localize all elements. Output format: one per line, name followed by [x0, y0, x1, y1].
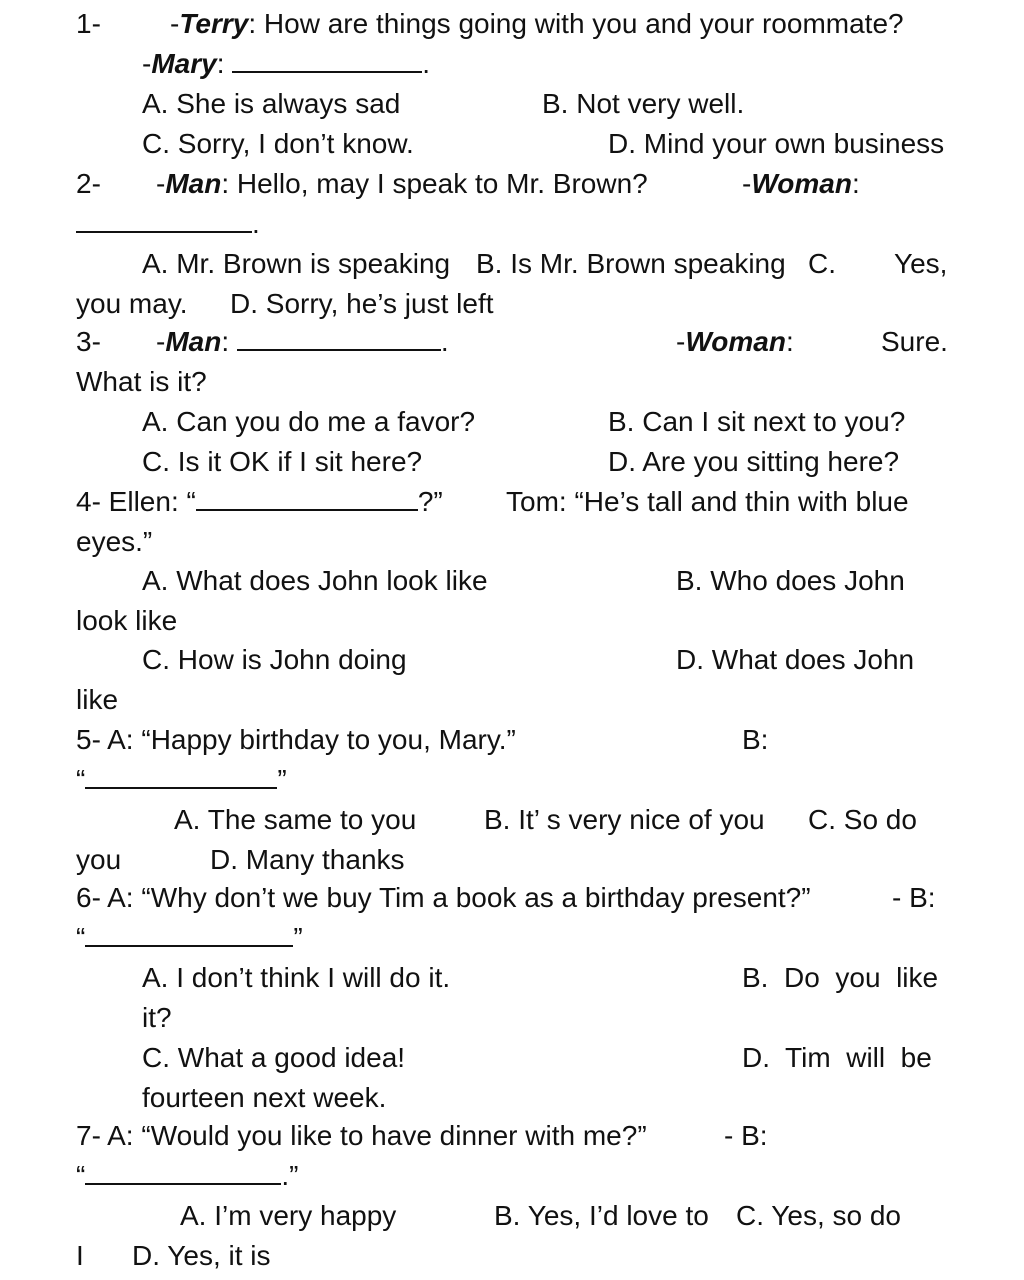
q5-option-c-cont[interactable]: you: [76, 844, 122, 875]
q6-option-b-cont[interactable]: it?: [142, 1002, 172, 1033]
q7-option-c[interactable]: C. Yes, so do: [736, 1200, 902, 1231]
q6-open-quote: “: [76, 922, 86, 953]
q2-end: .: [252, 208, 260, 239]
q1-line2: [142, 44, 430, 84]
q2-answer-blank[interactable]: [76, 205, 252, 233]
q6-answer-blank[interactable]: [85, 919, 293, 947]
q3-woman-label: [676, 322, 794, 362]
q1-line1: [170, 4, 904, 44]
q7-option-b[interactable]: B. Yes, I’d love to: [494, 1200, 709, 1231]
q7-open-quote: “: [76, 1160, 86, 1191]
q1-speaker-mary: Mary: [151, 48, 217, 79]
q5-line1: 5- A: “Happy birthday to you, Mary.”: [76, 724, 516, 755]
q4-option-b[interactable]: B. Who does John: [676, 565, 905, 596]
q7-answer-blank[interactable]: [85, 1157, 281, 1185]
q7-b-label: - B:: [724, 1120, 768, 1151]
q1-colon2: :: [216, 48, 225, 79]
q7-line1: 7- A: “Would you like to have dinner with me?”: [76, 1120, 647, 1151]
q1-option-a[interactable]: A. She is always sad: [142, 88, 401, 119]
q2-option-d[interactable]: D. Sorry, he’s just left: [230, 288, 494, 319]
q4-option-c[interactable]: C. How is John doing: [142, 644, 407, 675]
q2-woman-label: [742, 164, 860, 204]
q6-option-b[interactable]: B. Do you like: [742, 962, 939, 993]
q5-blank-line: [76, 760, 287, 800]
q1-option-b[interactable]: B. Not very well.: [542, 88, 745, 119]
q6-line1: 6- A: “Why don’t we buy Tim a book as a birthday present?”: [76, 882, 811, 913]
q1-answer-blank[interactable]: [232, 45, 422, 73]
q2-line1: [156, 164, 648, 204]
q2-prompt: : Hello, may I speak to Mr. Brown?: [221, 168, 648, 199]
q6-blank-line: [76, 918, 303, 958]
q4-line1: [76, 482, 443, 522]
q5-option-c[interactable]: C. So do: [808, 804, 917, 835]
q2-option-c-text2[interactable]: you may.: [76, 288, 188, 319]
q4-option-a[interactable]: A. What does John look like: [142, 565, 488, 596]
q6-option-a[interactable]: A. I don’t think I will do it.: [142, 962, 451, 993]
q4-tom-line2: eyes.”: [76, 526, 153, 557]
q2-dash2: -: [742, 168, 752, 199]
q1-option-d[interactable]: D. Mind your own business: [608, 128, 945, 159]
q2-option-c-label[interactable]: C.: [808, 248, 836, 279]
q3-colon1: :: [221, 326, 230, 357]
q7-blank-line: [76, 1156, 298, 1196]
q1-dash2: -: [142, 48, 152, 79]
q1-speaker-terry: Terry: [179, 8, 249, 39]
q4-option-b-cont[interactable]: look like: [76, 605, 178, 636]
q1-number: 1-: [76, 8, 101, 39]
q2-colon2: :: [851, 168, 860, 199]
q4-prefix: 4- Ellen: “: [76, 486, 196, 517]
q5-option-a[interactable]: A. The same to you: [174, 804, 417, 835]
q3-end: .: [440, 326, 449, 357]
q2-number: 2-: [76, 168, 101, 199]
q3-option-c[interactable]: C. Is it OK if I sit here?: [142, 446, 423, 477]
q2-speaker-man: Man: [165, 168, 222, 199]
q7-option-d[interactable]: D. Yes, it is: [132, 1240, 271, 1271]
q5-b-label: B:: [742, 724, 769, 755]
q3-option-b[interactable]: B. Can I sit next to you?: [608, 406, 906, 437]
q1-end: .: [422, 48, 431, 79]
q7-option-a[interactable]: A. I’m very happy: [180, 1200, 397, 1231]
q4-option-d[interactable]: D. What does John: [676, 644, 915, 675]
q6-close-quote: ”: [293, 922, 303, 953]
q3-colon2: :: [785, 326, 794, 357]
q3-option-d[interactable]: D. Are you sitting here?: [608, 446, 900, 477]
q2-option-c-text1[interactable]: Yes,: [894, 248, 948, 279]
q3-dash1: -: [156, 326, 166, 357]
q2-line2: [76, 204, 260, 244]
q7-option-c-cont[interactable]: I: [76, 1240, 84, 1271]
q3-speaker-woman: Woman: [685, 326, 786, 357]
q6-b-label: - B:: [892, 882, 936, 913]
q4-answer-blank[interactable]: [196, 483, 418, 511]
q3-reply-part1: Sure.: [881, 326, 948, 357]
q1-prompt: : How are things going with you and your roommate?: [248, 8, 904, 39]
q1-option-c[interactable]: C. Sorry, I don’t know.: [142, 128, 414, 159]
q6-option-d[interactable]: D. Tim will be: [742, 1042, 932, 1073]
q5-option-b[interactable]: B. It’ s very nice of you: [484, 804, 765, 835]
q4-option-d-cont[interactable]: like: [76, 684, 119, 715]
q3-number: 3-: [76, 326, 101, 357]
q3-dash2: -: [676, 326, 686, 357]
q3-answer-blank[interactable]: [237, 323, 441, 351]
q4-suffix: ?”: [417, 486, 443, 517]
q3-speaker-man: Man: [165, 326, 222, 357]
q2-speaker-woman: Woman: [751, 168, 852, 199]
q7-close-quote: .”: [281, 1160, 299, 1191]
q2-dash1: -: [156, 168, 166, 199]
q1-dash1: -: [170, 8, 180, 39]
q2-option-b[interactable]: B. Is Mr. Brown speaking: [476, 248, 786, 279]
q2-option-a[interactable]: A. Mr. Brown is speaking: [142, 248, 451, 279]
q5-answer-blank[interactable]: [85, 761, 277, 789]
q5-open-quote: “: [76, 764, 86, 795]
q3-line1: [156, 322, 449, 362]
q5-option-d[interactable]: D. Many thanks: [210, 844, 405, 875]
q3-option-a[interactable]: A. Can you do me a favor?: [142, 406, 476, 437]
q3-reply-part2: What is it?: [76, 366, 207, 397]
q4-tom-line1: Tom: “He’s tall and thin with blue: [506, 486, 909, 517]
q5-close-quote: ”: [277, 764, 287, 795]
q6-option-d-cont[interactable]: fourteen next week.: [142, 1082, 387, 1113]
q6-option-c[interactable]: C. What a good idea!: [142, 1042, 406, 1073]
